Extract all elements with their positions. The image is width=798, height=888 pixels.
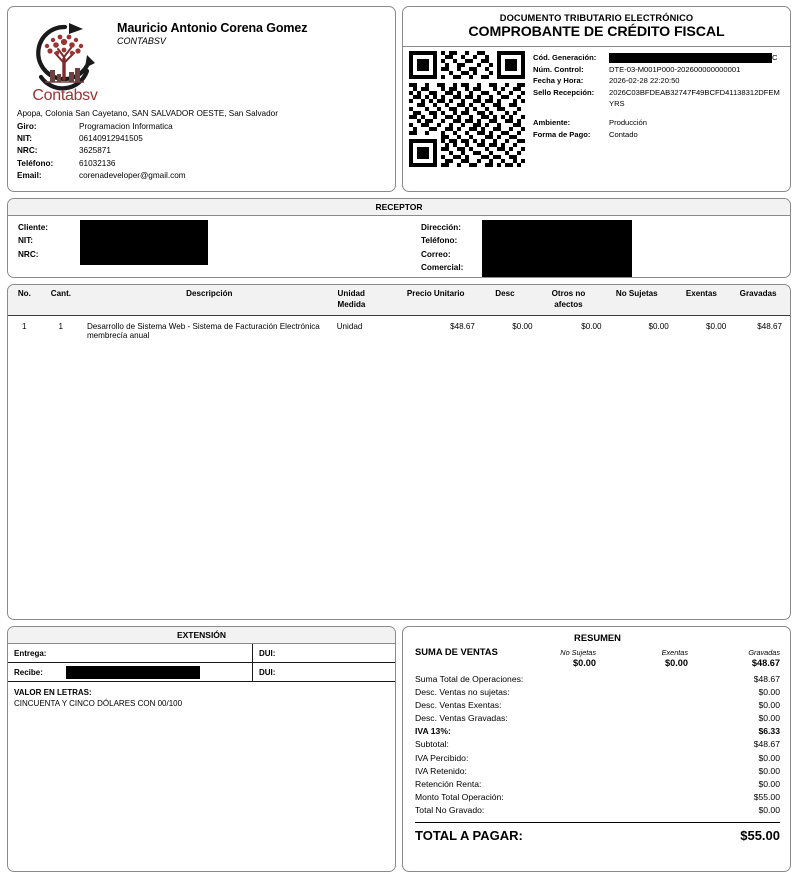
resumen-line-label-6: IVA Percibido:	[415, 752, 469, 763]
suma-de-ventas-label: SUMA DE VENTAS	[415, 646, 498, 657]
cell-unidad-medida: Unidad	[336, 322, 363, 331]
dte-field-fecha-hora	[533, 75, 784, 87]
receptor-field-comercial-label: Comercial:	[421, 263, 464, 273]
resumen-line-value-0: $48.67	[753, 674, 780, 684]
emisor-address: Apopa, Colonia San Cayetano, SAN SALVADOR OESTE, San Salvador	[17, 109, 278, 118]
emisor-field-giro-value: Programacion Informatica	[79, 122, 173, 131]
resumen-line-iva-percibido	[415, 752, 780, 765]
items-table	[7, 284, 791, 620]
resumen-line-desc-ventas-exentas	[415, 699, 780, 712]
dte-field-forma-pago	[533, 129, 784, 141]
dte-field-num-control	[533, 64, 784, 76]
dte-field-ambiente-label: Ambiente:	[533, 117, 571, 127]
emisor-field-telefono-label: Teléfono:	[17, 158, 54, 168]
footer-row	[7, 626, 791, 872]
total-a-pagar-row	[415, 822, 780, 843]
resumen-line-label-8: Retención Renta:	[415, 778, 482, 789]
resumen-line-retencion-renta	[415, 778, 780, 791]
emisor-fields	[17, 121, 386, 182]
header-row	[7, 6, 791, 192]
resumen-line-suma-total-operaciones	[415, 673, 780, 686]
resumen-line-desc-ventas-no-sujetas	[415, 686, 780, 699]
company-logo	[17, 15, 113, 107]
resumen-line-label-3: Desc. Ventas Gravadas:	[415, 713, 508, 724]
resumen-line-subtotal	[415, 738, 780, 751]
qr-code-svg	[409, 51, 525, 167]
extension-dui1-label: DUI:	[259, 648, 276, 658]
receptor-field-cliente	[18, 221, 416, 234]
column-header-exentas: Exentas	[685, 289, 717, 298]
emisor-field-nit	[17, 133, 386, 145]
extension-panel	[7, 626, 396, 872]
resumen-line-label-1: Desc. Ventas no sujetas:	[415, 687, 510, 698]
column-header-descripcion: Descripción	[186, 289, 233, 298]
column-header-precio-unitario: Precio Unitario	[406, 289, 465, 298]
dte-field-fecha-hora-label: Fecha y Hora:	[533, 76, 584, 86]
resumen-line-value-6: $0.00	[758, 752, 780, 763]
cell-gravadas: $48.67	[757, 322, 782, 331]
column-header-no: No.	[17, 289, 31, 298]
logo-wordmark: Contabsv	[32, 87, 98, 104]
extension-dui2-label: DUI:	[259, 667, 276, 677]
resumen-line-label-0: Suma Total de Operaciones:	[415, 674, 524, 684]
emisor-brand: CONTABSV	[117, 36, 166, 47]
emisor-name-block	[113, 15, 307, 46]
valor-en-letras-label: VALOR EN LETRAS:	[14, 688, 92, 697]
dte-field-ambiente-value: Producción	[609, 117, 647, 127]
extension-title: EXTENSIÓN	[8, 627, 395, 644]
valor-en-letras-text: CINCUENTA Y CINCO DÓLARES CON 00/100	[14, 699, 183, 708]
cell-descripcion: Desarrollo de Sistema Web - Sistema de Facturación Electrónica membrecía anual	[86, 322, 320, 340]
extension-recibe-label: Recibe:	[14, 667, 43, 677]
receptor-field-correo-label: Correo:	[421, 249, 451, 259]
cell-precio-unitario: $48.67	[450, 322, 475, 331]
emisor-field-giro-label: Giro:	[17, 122, 37, 131]
dte-field-spacer	[533, 110, 784, 117]
receptor-field-nrc	[18, 248, 416, 261]
emisor-field-email	[17, 170, 386, 182]
dte-field-cod-generacion	[533, 52, 784, 64]
receptor-field-nrc-label: NRC:	[18, 249, 39, 259]
resumen-lines	[415, 673, 780, 817]
extension-dui2-cell	[253, 663, 395, 681]
dte-field-num-control-label: Núm. Control:	[533, 64, 584, 74]
column-header-otros-no-afectos	[534, 289, 603, 310]
dte-header	[403, 7, 790, 47]
extension-entrega-label: Entrega:	[14, 648, 47, 658]
dte-title-line1: DOCUMENTO TRIBUTARIO ELECTRÓNICO	[499, 13, 694, 23]
suma-col-no-sujetas: No Sujetas	[560, 648, 596, 657]
suma-value-exentas: $0.00	[665, 658, 688, 668]
emisor-name: Mauricio Antonio Corena Gomez	[117, 21, 308, 35]
resumen-line-total-no-gravado	[415, 804, 780, 817]
dte-field-cod-generacion-label: Cód. Generación:	[533, 53, 597, 62]
dte-field-sello-recepcion-label: Sello Recepción:	[533, 87, 595, 97]
resumen-line-label-5: Subtotal:	[415, 739, 449, 750]
resumen-line-value-1: $0.00	[758, 687, 780, 698]
table-row	[8, 316, 790, 340]
column-header-otros-line1: Otros no	[551, 289, 586, 298]
column-header-gravadas: Gravadas	[739, 289, 777, 298]
receptor-field-nit-label: NIT:	[18, 236, 34, 246]
emisor-field-nrc-value: 3625871	[79, 146, 111, 156]
resumen-line-desc-ventas-gravadas	[415, 712, 780, 725]
receptor-field-cliente-label: Cliente:	[18, 223, 49, 232]
dte-field-forma-pago-label: Forma de Pago:	[533, 129, 591, 139]
resumen-line-label-2: Desc. Ventas Exentas:	[415, 700, 502, 711]
redaction-bar-cod-generacion	[609, 53, 772, 63]
cell-no: 1	[22, 322, 27, 331]
qr-code-icon	[409, 51, 525, 167]
receptor-field-direccion-label: Dirección:	[421, 223, 462, 232]
emisor-identity	[17, 15, 386, 107]
receptor-body	[8, 216, 790, 279]
column-header-no-sujetas: No Sujetas	[615, 289, 658, 298]
emisor-field-telefono-value: 61032136	[79, 158, 116, 168]
cell-no-sujetas: $0.00	[648, 322, 669, 331]
redaction-block-receptor-right	[482, 220, 632, 277]
dte-field-forma-pago-value: Contado	[609, 129, 638, 139]
column-header-cant: Cant.	[50, 289, 72, 298]
dte-field-fecha-hora-value: 2026-02-28 22:20:50	[609, 76, 680, 86]
suma-col-exentas: Exentas	[661, 648, 688, 657]
suma-values-spacer	[415, 658, 504, 668]
cell-desc: $0.00	[512, 322, 533, 331]
suma-col-gravadas: Gravadas	[748, 648, 780, 657]
suma-de-ventas-values	[415, 658, 780, 668]
total-a-pagar-value: $55.00	[740, 828, 780, 844]
extension-row-entrega	[8, 644, 395, 663]
receptor-right-column	[416, 221, 790, 279]
suma-de-ventas-header	[415, 646, 780, 657]
column-header-otros-line2: afectos	[554, 299, 583, 309]
dte-field-sello-recepcion-value: 2026C03BFDEAB32747F49BCFD41138312DFEMYRS	[609, 87, 780, 109]
dte-title-line2: COMPROBANTE DE CRÉDITO FISCAL	[468, 24, 725, 40]
dte-field-ambiente	[533, 117, 784, 129]
resumen-line-label-4: IVA 13%:	[415, 726, 451, 737]
extension-recibe-cell	[8, 663, 253, 681]
receptor-field-nit	[18, 234, 416, 247]
emisor-field-giro	[17, 121, 386, 133]
receptor-title: RECEPTOR	[8, 199, 790, 216]
emisor-field-nit-value: 06140912941505	[79, 134, 143, 144]
dte-field-cod-generacion-value: C	[609, 52, 784, 64]
extension-entrega-cell	[8, 644, 253, 662]
emisor-field-nrc	[17, 145, 386, 157]
resumen-line-value-8: $0.00	[758, 778, 780, 789]
items-table-header	[8, 285, 790, 316]
cell-exentas: $0.00	[706, 322, 727, 331]
resumen-line-label-7: IVA Retenido:	[415, 765, 467, 776]
resumen-line-value-7: $0.00	[758, 765, 780, 776]
receptor-left-column	[8, 221, 416, 279]
suma-value-gravadas: $48.67	[751, 658, 780, 668]
redaction-block-receptor-left	[80, 220, 208, 265]
emisor-field-email-label: Email:	[17, 170, 42, 180]
resumen-line-label-9: Monto Total Operación:	[415, 791, 504, 802]
dte-field-num-control-value: DTE-03-M001P000-202600000000001	[609, 64, 741, 74]
column-header-unidad-line2: Medida	[337, 299, 366, 309]
receptor-field-telefono-label: Teléfono:	[421, 236, 458, 246]
emisor-field-telefono	[17, 158, 386, 170]
resumen-line-monto-total-operacion	[415, 791, 780, 804]
column-header-desc: Desc	[495, 289, 515, 298]
extension-dui1-cell	[253, 644, 395, 662]
dte-field-sello-recepcion	[533, 87, 784, 110]
contabsv-logo-icon	[17, 15, 113, 107]
emisor-field-email-value: corenadeveloper@gmail.com	[79, 170, 186, 180]
resumen-line-iva-13	[415, 725, 780, 738]
resumen-line-label-10: Total No Gravado:	[415, 804, 485, 815]
column-header-unidad-medida	[338, 289, 396, 310]
resumen-line-value-3: $0.00	[758, 713, 780, 724]
emisor-field-nrc-label: NRC:	[17, 146, 38, 156]
redaction-bar-recibe	[66, 666, 200, 679]
extension-row-recibe	[8, 663, 395, 682]
resumen-line-value-10: $0.00	[758, 804, 780, 815]
resumen-line-value-9: $55.00	[753, 791, 780, 802]
column-header-unidad-line1: Unidad	[337, 289, 365, 298]
cell-cant: 1	[58, 322, 64, 331]
resumen-title: RESUMEN	[574, 632, 621, 643]
dte-fields	[533, 51, 784, 167]
emisor-panel	[7, 6, 396, 192]
resumen-line-value-5: $48.67	[753, 739, 780, 750]
total-a-pagar-label: TOTAL A PAGAR:	[415, 828, 523, 844]
dte-body	[403, 47, 790, 171]
resumen-line-iva-retenido	[415, 765, 780, 778]
emisor-field-nit-label: NIT:	[17, 134, 33, 144]
resumen-panel	[402, 626, 791, 872]
resumen-line-value-2: $0.00	[758, 700, 780, 711]
suma-value-no-sujetas: $0.00	[573, 658, 596, 668]
cell-otros-no-afectos: $0.00	[581, 322, 602, 331]
receptor-panel	[7, 198, 791, 278]
dte-panel	[402, 6, 791, 192]
extension-valor-en-letras	[8, 682, 395, 714]
resumen-line-value-4: $6.33	[758, 726, 780, 737]
